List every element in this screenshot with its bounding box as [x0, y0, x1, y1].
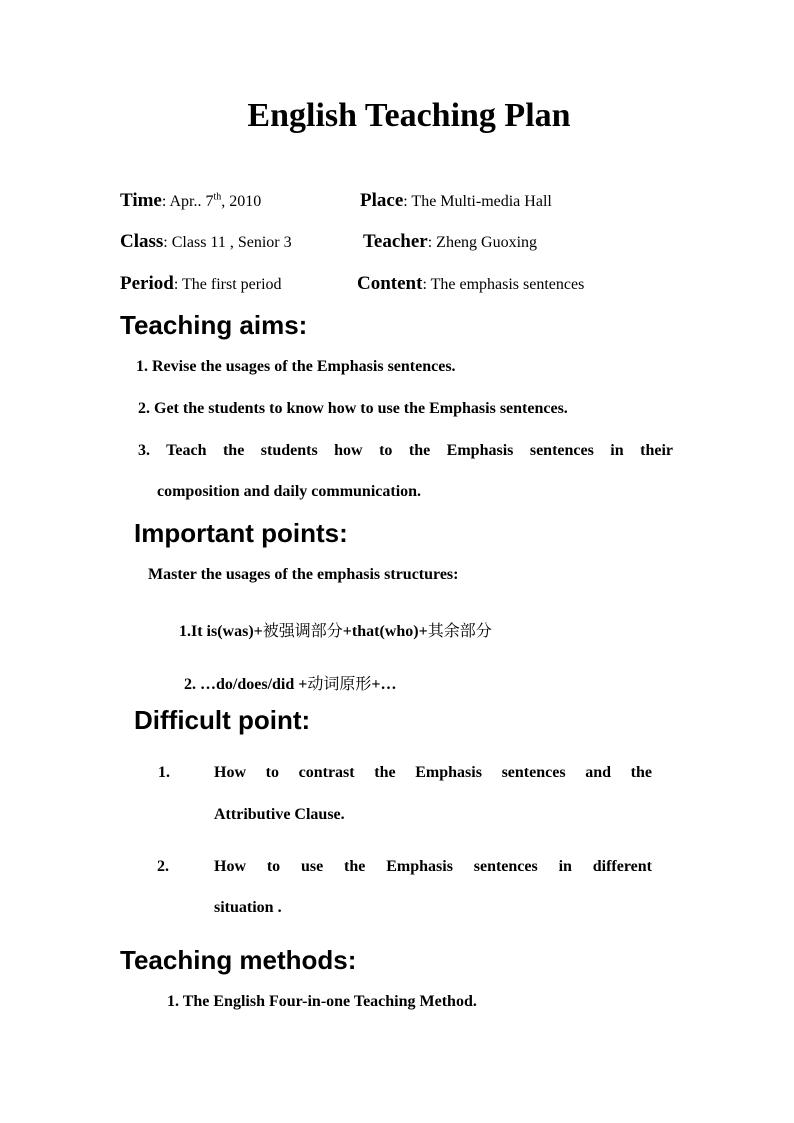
important-point-item	[184, 671, 397, 694]
important-points-intro: Master the usages of the emphasis structures:	[148, 566, 459, 583]
aim-item-continuation: composition and daily communication.	[157, 483, 422, 500]
structure-2-verb: 动词原形	[307, 674, 372, 693]
difficult-item-number: 1.	[158, 764, 170, 781]
content-value: : The emphasis sentences	[422, 276, 585, 293]
method-item: 1. The English Four-in-one Teaching Method.	[167, 993, 477, 1010]
teacher-value: : Zheng Guoxing	[427, 234, 538, 251]
teacher-label: Teacher	[363, 231, 428, 252]
page-title: English Teaching Plan	[247, 97, 571, 134]
class-value: : Class 11 , Senior 3	[163, 234, 292, 251]
place-value: : The Multi-media Hall	[403, 193, 552, 210]
difficult-point-heading: Difficult point:	[134, 705, 311, 735]
structure-1-emphasized: 被强调部分	[262, 621, 343, 640]
structure-2-suffix: +…	[371, 676, 397, 693]
important-points-heading: Important points:	[134, 518, 348, 548]
class-label: Class	[120, 231, 164, 252]
difficult-item-number: 2.	[157, 858, 169, 875]
structure-1-prefix: 1.It is(was)+	[179, 623, 263, 640]
teaching-aims-heading: Teaching aims:	[120, 310, 308, 340]
structure-2-prefix: 2. …do/does/did +	[184, 676, 308, 693]
class-field	[120, 231, 292, 253]
place-field	[360, 190, 552, 212]
time-value: Apr.. 7	[169, 193, 214, 210]
difficult-item-text: How to use the Emphasis sentences in different	[214, 858, 652, 875]
aim-item: 2. Get the students to know how to use the Emphasis sentences.	[138, 400, 568, 417]
teacher-field	[363, 231, 537, 253]
time-field	[120, 190, 261, 212]
place-label: Place	[360, 190, 404, 211]
aim-item: 3. Teach the students how to the Emphasis sentences in their	[138, 442, 673, 459]
teaching-methods-heading: Teaching methods:	[120, 945, 357, 975]
difficult-item-continuation: situation .	[214, 899, 282, 916]
time-value-year: , 2010	[221, 193, 262, 210]
difficult-item-text: How to contrast the Emphasis sentences and the	[214, 764, 652, 781]
time-separator: :	[161, 193, 170, 210]
content-field	[357, 273, 584, 295]
aim-item: 1. Revise the usages of the Emphasis sentences.	[136, 358, 456, 375]
period-value: : The first period	[173, 276, 282, 293]
structure-1-middle: +that(who)+	[342, 623, 428, 640]
content-label: Content	[357, 273, 423, 294]
time-label: Time	[120, 190, 162, 211]
period-label: Period	[120, 273, 174, 294]
structure-1-rest: 其余部分	[427, 621, 492, 640]
difficult-item-continuation: Attributive Clause.	[214, 806, 345, 823]
time-value-suffix: th	[213, 191, 222, 203]
important-point-item	[179, 618, 492, 641]
period-field	[120, 273, 282, 295]
